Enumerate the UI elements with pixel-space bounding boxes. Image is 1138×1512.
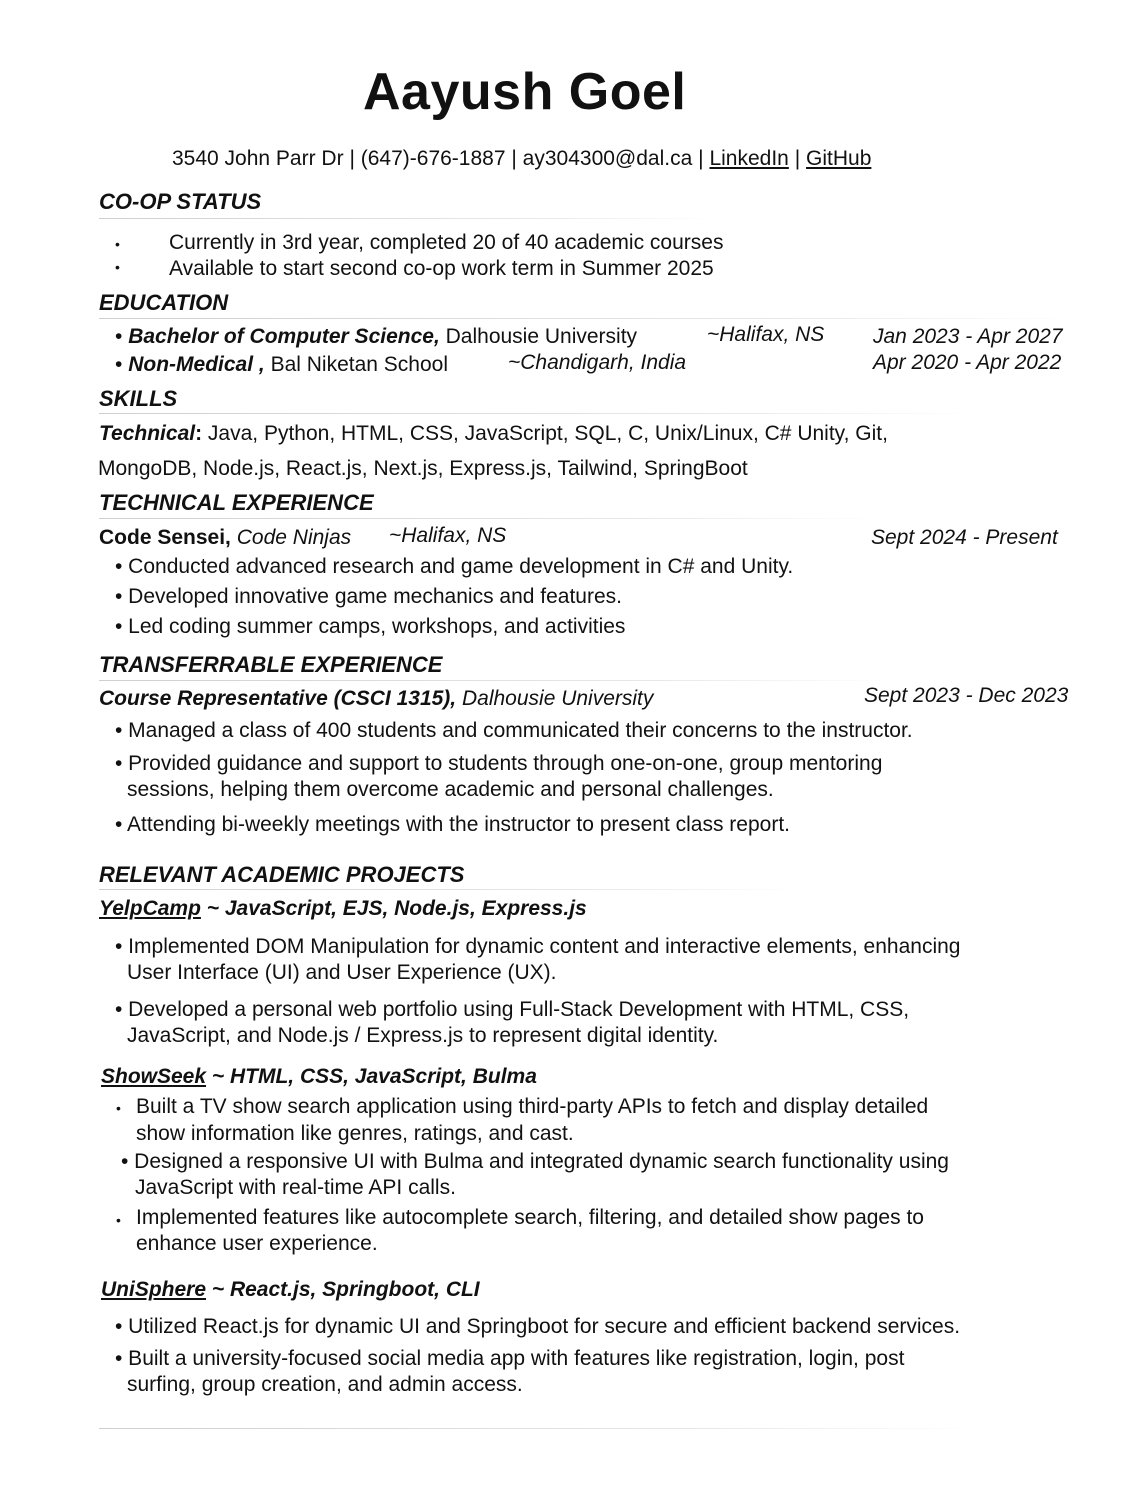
project-name: YelpCamp	[99, 897, 201, 920]
job-dates: Sept 2023 - Dec 2023	[864, 684, 1069, 707]
project-bullet-cont: show information like genres, ratings, and cast.	[136, 1122, 574, 1145]
address: 3540 John Parr Dr	[172, 147, 344, 170]
skills-line: MongoDB, Node.js, React.js, Next.js, Express.js, Tailwind, SpringBoot	[98, 457, 748, 480]
job-bullet: • Developed innovative game mechanics and features.	[115, 585, 622, 608]
education-item	[115, 353, 448, 377]
project-title: YelpCamp ~ JavaScript, EJS, Node.js, Express.js	[99, 897, 587, 920]
section-title-tech-exp: TECHNICAL EXPERIENCE	[99, 490, 374, 515]
skills-label: Technical	[99, 422, 196, 445]
job-title: Code Sensei, Code Ninjas	[99, 526, 352, 549]
section-divider	[99, 413, 979, 414]
job-title: Course Representative (CSCI 1315), Dalhousie University	[99, 687, 654, 710]
section-divider	[99, 318, 1079, 319]
coop-item: Available to start second co-op work term in Summer 2025	[169, 257, 714, 280]
education-location: ~Chandigarh, India	[508, 351, 687, 374]
job-bullet: • Led coding summer camps, workshops, and activities	[115, 615, 626, 638]
resume-name: Aayush Goel	[363, 63, 687, 121]
education-dates: Apr 2020 - Apr 2022	[873, 351, 1062, 374]
github-link[interactable]: GitHub	[806, 147, 872, 170]
job-bullet: • Provided guidance and support to students through one-on-one, group mentoring	[115, 752, 883, 775]
section-divider	[99, 889, 799, 890]
bullet-icon: •	[115, 236, 120, 252]
project-bullet-cont: enhance user experience.	[136, 1232, 378, 1255]
job-bullet-cont: sessions, helping them overcome academic and personal challenges.	[127, 778, 774, 801]
project-bullet-cont: surfing, group creation, and admin access.	[127, 1373, 523, 1396]
project-bullet: • Developed a personal web portfolio using Full-Stack Development with HTML, CSS,	[115, 998, 910, 1021]
section-divider	[99, 218, 719, 219]
project-name: ShowSeek	[101, 1065, 207, 1088]
degree: Non-Medical ,	[128, 353, 265, 376]
linkedin-link[interactable]: LinkedIn	[709, 147, 789, 170]
contact-line: 3540 John Parr Dr | (647)-676-1887 | ay304300@dal.ca | LinkedIn | GitHub	[172, 147, 872, 170]
project-bullet-cont: User Interface (UI) and User Experience (UX).	[127, 961, 557, 984]
project-title: UniSphere ~ React.js, Springboot, CLI	[101, 1278, 480, 1301]
project-bullet-cont: JavaScript with real-time API calls.	[135, 1176, 456, 1199]
education-location: ~Halifax, NS	[707, 323, 825, 346]
section-title-education: EDUCATION	[99, 290, 229, 315]
bottom-divider	[99, 1428, 979, 1429]
job-bullet: • Conducted advanced research and game development in C# and Unity.	[115, 555, 794, 578]
education-item	[115, 325, 637, 349]
job-location: ~Halifax, NS	[389, 524, 507, 547]
project-title: ShowSeek ~ HTML, CSS, JavaScript, Bulma	[101, 1065, 537, 1088]
project-bullet: • Implemented DOM Manipulation for dynamic content and interactive elements, enhancing	[115, 935, 961, 958]
section-divider	[99, 680, 899, 681]
project-bullet: Built a TV show search application using third-party APIs to fetch and display detailed	[136, 1095, 929, 1118]
skills-line: Technical: Java, Python, HTML, CSS, JavaScript, SQL, C, Unix/Linux, C# Unity, Git,	[99, 422, 888, 445]
section-title-skills: SKILLS	[99, 386, 178, 411]
degree: Bachelor of Computer Science,	[128, 325, 440, 348]
bullet-icon: •	[116, 1100, 121, 1116]
project-bullet: • Built a university-focused social media app with features like registration, login, post	[115, 1347, 905, 1370]
school: Dalhousie University	[445, 325, 638, 348]
section-title-coop: CO-OP STATUS	[99, 189, 262, 214]
project-name: UniSphere	[101, 1278, 207, 1301]
email: ay304300@dal.ca	[522, 147, 693, 170]
job-bullet: • Managed a class of 400 students and communicated their concerns to the instructor.	[115, 719, 913, 742]
coop-item: Currently in 3rd year, completed 20 of 40 academic courses	[169, 231, 724, 254]
bullet-icon: •	[116, 1212, 121, 1228]
section-title-transferrable-exp: TRANSFERRABLE EXPERIENCE	[99, 652, 443, 677]
bullet-icon: •	[115, 353, 123, 376]
project-bullet-cont: JavaScript, and Node.js / Express.js to represent digital identity.	[127, 1024, 719, 1047]
school: Bal Niketan School	[270, 353, 448, 376]
bullet-icon: •	[115, 259, 120, 275]
project-bullet: Implemented features like autocomplete search, filtering, and detailed show pages to	[136, 1206, 924, 1229]
bullet-icon: •	[115, 325, 123, 348]
section-title-projects: RELEVANT ACADEMIC PROJECTS	[99, 862, 465, 887]
job-dates: Sept 2024 - Present	[871, 526, 1058, 549]
job-bullet: • Attending bi-weekly meetings with the instructor to present class report.	[115, 813, 791, 836]
education-dates: Jan 2023 - Apr 2027	[873, 325, 1063, 348]
section-divider	[99, 518, 879, 519]
phone: (647)-676-1887	[360, 147, 506, 170]
project-bullet: • Utilized React.js for dynamic UI and Springboot for secure and efficient backend services.	[115, 1315, 961, 1338]
project-bullet: • Designed a responsive UI with Bulma and integrated dynamic search functionality using	[121, 1150, 949, 1173]
